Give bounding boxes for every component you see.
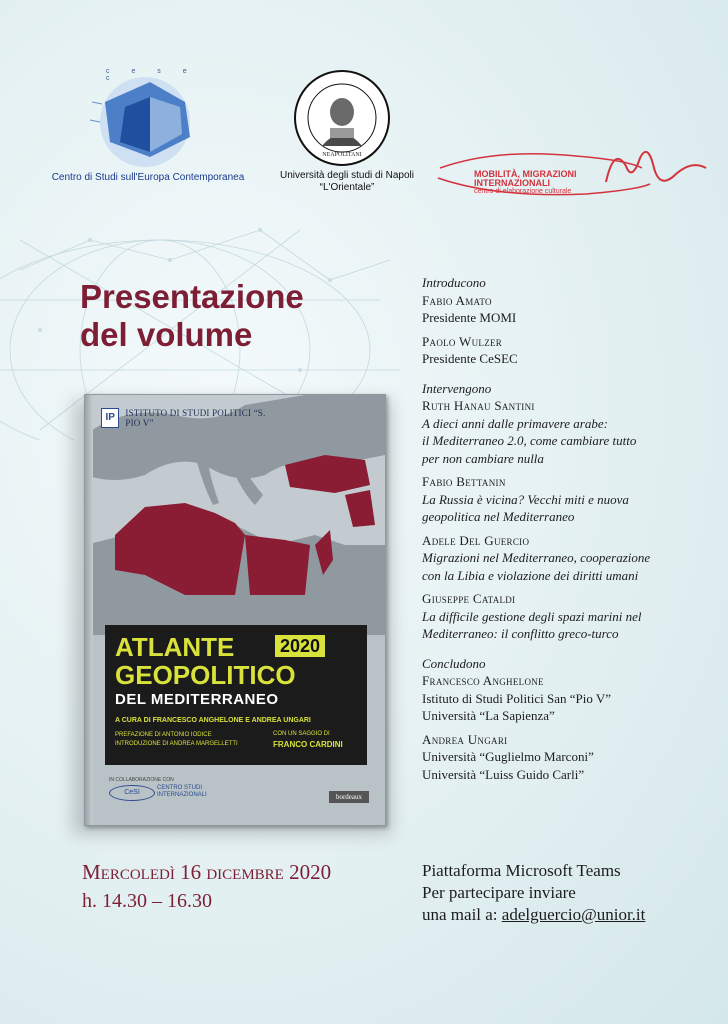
publisher-logo-icon: IP [101,408,119,428]
title-line1: Presentazione [80,278,304,315]
talk-title: Migrazioni nel Mediterraneo, cooperazione [422,550,651,565]
talk-title: il Mediterraneo 2.0, come cambiare tutto [422,433,637,448]
program [422,274,722,783]
intro-label: Introducono [422,275,486,290]
book-essay-label: CON UN SAGGIO DI [273,731,330,737]
seal-text-bottom: NEAPOLITANI [322,152,362,158]
talk-title: con la Libia e violazione dei diritti umani [422,567,639,583]
publisher-box [101,407,281,429]
speaker-name: Ruth Hanau Santini [422,398,535,413]
book-introduction: INTRODUZIONE DI ANDREA MARGELLETTI [115,741,238,747]
speaker-name: Giuseppe Cataldi [422,591,516,606]
mediterranean-map [85,395,385,635]
closing-label: Concludono [422,655,486,671]
mail-line [422,904,722,926]
collab-label: IN COLLABORAZIONE CON [109,777,174,783]
orientale-caption-line1: Università degli studi di Napoli [280,170,414,181]
talk-title: La Russia è vicina? Vecchi miti e nuova [422,491,629,507]
talk-title: per non cambiare nulla [422,450,544,466]
talk-title: La difficile gestione degli spazi marini nel [422,608,642,624]
momi-title: MOBILITÀ, MIGRAZIONI INTERNAZIONALI [474,169,577,188]
speaker-name: Andrea Ungari [422,731,508,747]
speaker-name: Fabio Bettanin [422,474,506,489]
book-title-panel [105,625,367,765]
book-year-badge: 2020 [275,635,325,657]
mail-instructions: Per partecipare inviare [422,883,576,902]
platform-name: Piattaforma Microsoft Teams [422,861,621,880]
cesec-caption: Centro di Studi sull'Europa Contemporanea [51,172,245,183]
book-spine [85,395,93,825]
book-title-geopolitico: GEOPOLITICO [115,660,296,690]
book-title-atlante: ATLANTE [115,632,235,662]
cesi-logo-icon [109,785,155,801]
cesec-letters: c e s e c [106,68,197,82]
book-preface: PREFAZIONE DI ANTONIO IODICE [115,732,212,738]
speaker-role: Presidente MOMI [422,310,517,325]
speaker-role: Presidente CeSEC [422,351,518,366]
event-date: Mercoledì 16 dicembre 2020 [82,860,332,884]
book-essay-author: FRANCO CARDINI [273,740,343,749]
orientale-caption [262,170,432,194]
speaker-name: Fabio Amato [422,292,492,308]
event-time: h. 14.30 – 16.30 [82,890,212,912]
speaker-role: Università “Guglielmo Marconi” [422,749,594,764]
bordeaux-logo: bordeaux [329,791,369,803]
speaker-role: Università “Luiss Guido Carli” [422,766,585,782]
cesec-logo [70,62,220,170]
talk-title: geopolitica nel Mediterraneo [422,509,575,524]
mail-prefix: una mail a: [422,905,502,924]
platform-info [422,860,722,926]
talk-title: A dieci anni dalle primavere arabe: [422,415,608,431]
momi-subtitle: centro di elaborazione culturale [474,188,572,195]
speakers-label: Intervengono [422,380,492,396]
cesi-name: CENTRO STUDI INTERNAZIONALI [157,785,207,798]
speaker-name: Paolo Wulzer [422,333,503,349]
talk-title: Mediterraneo: il conflitto greco-turco [422,626,619,641]
page-title [80,278,400,354]
speaker-name: Adele Del Guercio [422,532,530,548]
speaker-role: Istituto di Studi Politici San “Pio V” [422,690,611,706]
speaker-name: Francesco Anghelone [422,673,544,688]
cesi-logo-text: CeSI [124,789,140,796]
book-editors: A CURA DI FRANCESCO ANGHELONE E ANDREA UNGARI [115,717,311,724]
book-title-mediterraneo: DEL MEDITERRANEO [115,691,279,708]
title-line2: del volume [80,316,253,353]
speaker-role: Università “La Sapienza” [422,708,555,723]
orientale-seal [292,68,392,168]
publisher-name: ISTITUTO DI STUDI POLITICI “S. PIO V” [125,408,266,428]
book-cover [84,394,386,826]
email-link[interactable]: adelguercio@unior.it [501,905,646,924]
orientale-caption-line2: “L'Orientale” [319,182,375,193]
